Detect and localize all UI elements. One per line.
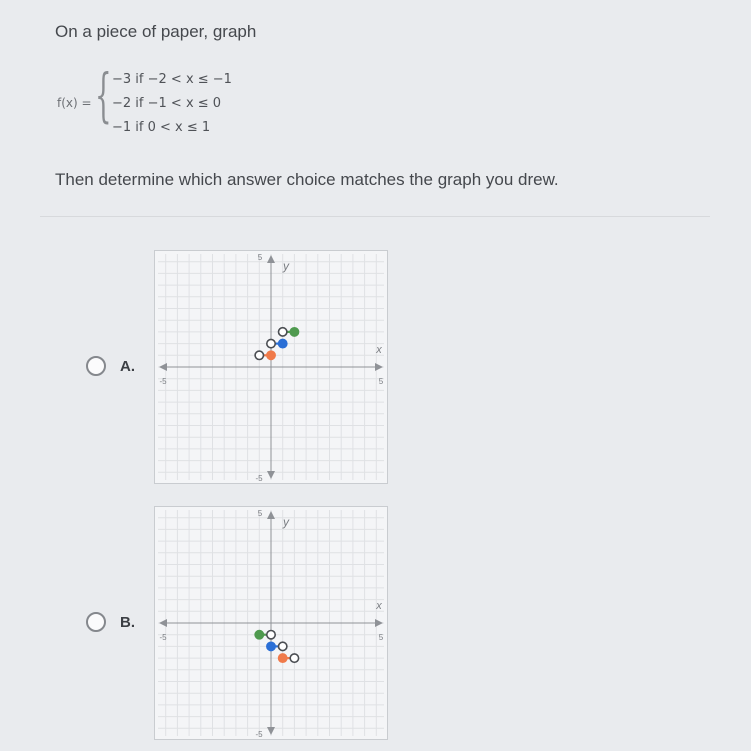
divider — [40, 216, 710, 217]
y-axis-label: y — [283, 259, 289, 273]
y-min-tick-label: -5 — [255, 474, 263, 483]
choice-a[interactable] — [86, 356, 135, 376]
open-point-1 — [267, 631, 275, 639]
open-point-3 — [279, 328, 287, 336]
x-max-tick-label: 5 — [378, 633, 384, 642]
question-prompt: On a piece of paper, graph — [55, 22, 257, 41]
x-min-tick-label: -5 — [159, 633, 167, 642]
piece-3: −1 if 0 < x ≤ 1 — [112, 120, 211, 135]
choice-b-label: B. — [120, 613, 135, 631]
closed-point-3 — [290, 328, 298, 336]
piece-2: −2 if −1 < x ≤ 0 — [112, 96, 222, 111]
open-point-2 — [279, 642, 287, 650]
x-axis-label: x — [376, 600, 382, 612]
closed-point-2 — [267, 642, 275, 650]
closed-point-3 — [279, 654, 287, 662]
closed-point-1 — [255, 631, 263, 639]
open-point-1 — [255, 351, 263, 359]
y-max-tick-label: 5 — [257, 509, 263, 518]
open-point-3 — [290, 654, 298, 662]
graph-b — [154, 506, 388, 740]
piecewise-brace: { — [95, 61, 112, 129]
graph-a — [154, 250, 388, 484]
y-min-tick-label: -5 — [255, 730, 263, 739]
function-label: f(x) = — [57, 96, 92, 110]
piece-1: −3 if −2 < x ≤ −1 — [112, 72, 232, 87]
closed-point-1 — [267, 351, 275, 359]
choice-a-label: A. — [120, 357, 135, 375]
y-axis-label: y — [283, 515, 289, 529]
x-axis-label: x — [376, 344, 382, 356]
open-point-2 — [267, 339, 275, 347]
closed-point-2 — [279, 339, 287, 347]
radio-button-b[interactable] — [86, 612, 106, 632]
choice-b[interactable] — [86, 612, 135, 632]
x-max-tick-label: 5 — [378, 377, 384, 386]
question-instruction: Then determine which answer choice matches the graph you drew. — [55, 170, 559, 189]
x-min-tick-label: -5 — [159, 377, 167, 386]
radio-button-a[interactable] — [86, 356, 106, 376]
y-max-tick-label: 5 — [257, 253, 263, 262]
